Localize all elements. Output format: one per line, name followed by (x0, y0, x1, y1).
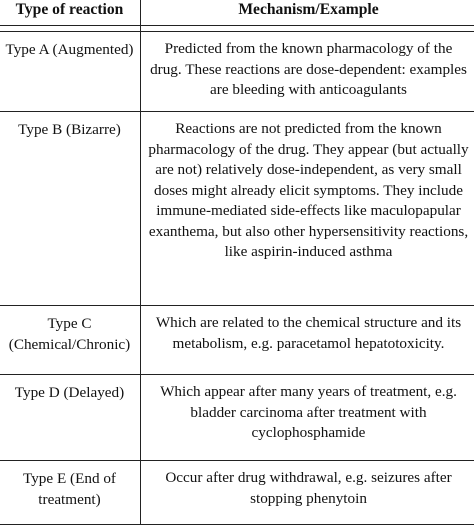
table-row (0, 375, 474, 461)
table-row (0, 112, 474, 306)
mechanism-cell: Reactions are not predicted from the known pharmacology of the drug. They appear (but actually are not) relatively dose-independent, as very small doses might already elicit symptoms. They include immune-mediated side-effects like maculopapular exanthema, but also other hypersensitivity reactions, like aspirin-induced asthma (141, 112, 474, 306)
mechanism-cell: Which appear after many years of treatment, e.g. bladder carcinoma after treatment with cyclophosphamide (141, 375, 474, 461)
table-row (0, 306, 474, 375)
header-row (0, 0, 474, 26)
mechanism-cell: Which are related to the chemical structure and its metabolism, e.g. paracetamol hepatotoxicity. (141, 306, 474, 375)
mechanism-cell: Occur after drug withdrawal, e.g. seizures after stopping phenytoin (141, 461, 474, 525)
header-mechanism-example: Mechanism/Example (141, 0, 474, 26)
reaction-type-cell: Type B (Bizarre) (0, 112, 141, 306)
table-row (0, 32, 474, 112)
reaction-type-cell: Type D (Delayed) (0, 375, 141, 461)
header-type-of-reaction: Type of reaction (0, 0, 141, 26)
reaction-type-cell: Type A (Augmented) (0, 32, 141, 112)
reaction-type-cell: Type C (Chemical/Chronic) (0, 306, 141, 375)
reaction-type-cell: Type E (End of treatment) (0, 461, 141, 525)
table-row (0, 461, 474, 525)
mechanism-cell: Predicted from the known pharmacology of the drug. These reactions are dose-dependent: examples are bleeding with anticoagulants (141, 32, 474, 112)
